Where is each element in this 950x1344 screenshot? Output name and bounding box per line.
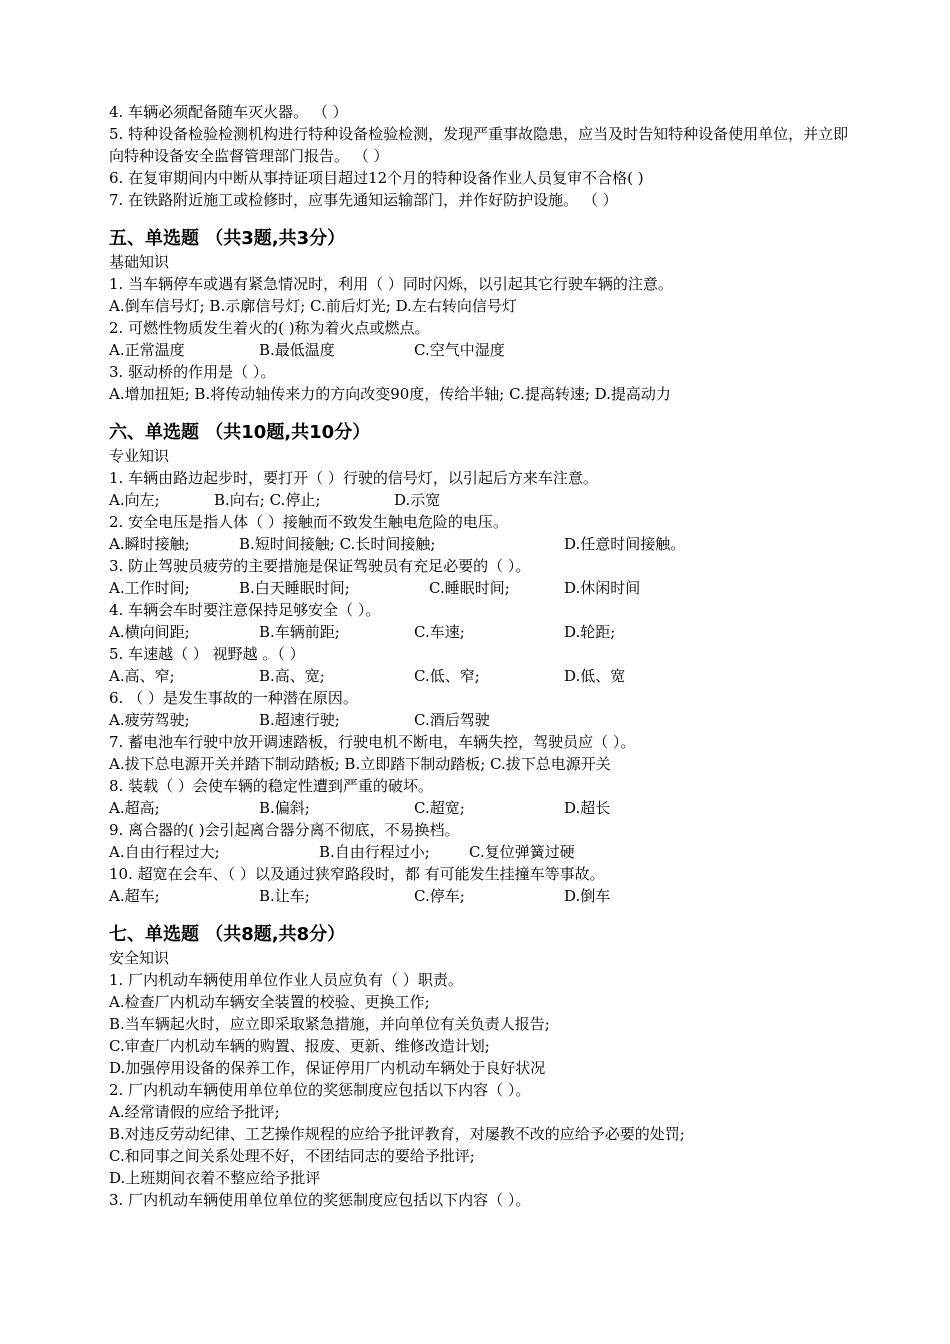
s5-q1-options: A.倒车信号灯; B.示廓信号灯; C.前后灯光; D.左右转向信号灯: [109, 297, 517, 315]
s5-q3: 3. 驱动桥的作用是（ ）。: [109, 363, 276, 381]
s6-q9-options: [109, 841, 849, 863]
option: D.休闲时间: [564, 579, 641, 597]
section-7-subtitle: 安全知识: [109, 949, 170, 967]
s7-q1-option-d: D.加强停用设备的保养工作，保证停用厂内机动车辆处于良好状况: [109, 1059, 546, 1077]
s6-q3: 3. 防止驾驶员疲劳的主要措施是保证驾驶员有充足必要的（ ）。: [109, 557, 531, 575]
option: D.低、宽: [564, 667, 626, 685]
s5-q2: 2. 可燃性物质发生着火的( )称为着火点或燃点。: [109, 319, 430, 337]
s7-q2: 2. 厂内机动车辆使用单位单位的奖惩制度应包括以下内容（ ）。: [109, 1081, 531, 1099]
option: C.空气中湿度: [414, 341, 505, 359]
s6-q10: 10. 超宽在会车、（ ）以及通过狭窄路段时，都 有可能发生挂撞车等事故。: [109, 865, 605, 883]
option: A.向左;: [109, 491, 160, 509]
s7-q1-option-c: C.审查厂内机动车辆的购置、报废、更新、维修改造计划;: [109, 1037, 490, 1055]
option: A.正常温度: [109, 341, 185, 359]
judge-q5: 5. 特种设备检验检测机构进行特种设备检验检测，发现严重事故隐患，应当及时告知特种设备使用单位，并立即向特种设备安全监督管理部门报告。 （ ）: [109, 125, 849, 165]
s6-q5-options: [109, 665, 849, 687]
section-6-subtitle: 专业知识: [109, 447, 170, 465]
option: B.最低温度: [259, 341, 335, 359]
option: D.倒车: [564, 887, 611, 905]
s6-q2-options: [109, 533, 849, 555]
s5-q2-options: [109, 339, 849, 361]
s6-q4: 4. 车辆会车时要注意保持足够安全（ ）。: [109, 601, 381, 619]
option: B.自由行程过小;: [319, 843, 430, 861]
option: C.复位弹簧过硬: [469, 843, 575, 861]
section-6-title: 六、单选题 （共10题,共10分）: [109, 422, 371, 443]
section-5-title: 五、单选题 （共3题,共3分）: [109, 228, 346, 249]
s6-q7-options: A.拔下总电源开关并踏下制动踏板; B.立即踏下制动踏板; C.拔下总电源开关: [109, 755, 611, 773]
option: C.酒后驾驶: [414, 711, 490, 729]
s7-q2-option-c: C.和同事之间关系处理不好，不团结同志的要给予批评;: [109, 1147, 475, 1165]
s6-q2: 2. 安全电压是指人体（ ）接触而不致发生触电危险的电压。: [109, 513, 508, 531]
section-5-subtitle: 基础知识: [109, 253, 170, 271]
s6-q3-options: [109, 577, 849, 599]
option: D.轮距;: [564, 623, 616, 641]
document-page: [109, 101, 849, 1211]
option: B.向右; C.停止;: [214, 491, 321, 509]
s6-q5: 5. 车速越（ ） 视野越 。（ ）: [109, 645, 305, 663]
option: B.高、宽;: [259, 667, 325, 685]
s6-q4-options: [109, 621, 849, 643]
judge-q6: 6. 在复审期间内中断从事持证项目超过12个月的特种设备作业人员复审不合格( ): [109, 169, 644, 187]
s7-q2-option-a: A.经常请假的应给予批评;: [109, 1103, 280, 1121]
option: A.自由行程过大;: [109, 843, 220, 861]
option: B.超速行驶;: [259, 711, 340, 729]
s7-q1-option-a: A.检查厂内机动车辆安全装置的校验、更换工作;: [109, 993, 430, 1011]
option: A.横向间距;: [109, 623, 190, 641]
option: A.超车;: [109, 887, 160, 905]
option: C.超宽;: [414, 799, 465, 817]
s5-q3-options: A.增加扭矩; B.将传动轴传来力的方向改变90度，传给半轴; C.提高转速; D.提高动力: [109, 385, 671, 403]
option: D.任意时间接触。: [564, 535, 686, 553]
option: C.睡眠时间;: [429, 579, 510, 597]
option: B.偏斜;: [259, 799, 310, 817]
s7-q2-option-b: B.对违反劳动纪律、工艺操作规程的应给予批评教育，对屡教不改的应给予必要的处罚;: [109, 1125, 685, 1143]
option: C.低、窄;: [414, 667, 480, 685]
judge-q4: 4. 车辆必须配备随车灭火器。 （ ）: [109, 103, 348, 121]
option: A.工作时间;: [109, 579, 190, 597]
s6-q8: 8. 装载（ ）会使车辆的稳定性遭到严重的破坏。: [109, 777, 433, 795]
s6-q7: 7. 蓄电池车行驶中放开调速踏板，行驶电机不断电，车辆失控，驾驶员应（ ）。: [109, 733, 636, 751]
option: C.车速;: [414, 623, 465, 641]
option: B.短时间接触; C.长时间接触;: [239, 535, 436, 553]
s6-q9: 9. 离合器的( )会引起离合器分离不彻底，不易换档。: [109, 821, 460, 839]
s6-q1-options: [109, 489, 849, 511]
s7-q1: 1. 厂内机动车辆使用单位作业人员应负有（ ）职责。: [109, 971, 463, 989]
s6-q8-options: [109, 797, 849, 819]
option: A.疲劳驾驶;: [109, 711, 190, 729]
s7-q3: 3. 厂内机动车辆使用单位单位的奖惩制度应包括以下内容（ ）。: [109, 1191, 531, 1209]
option: B.车辆前距;: [259, 623, 340, 641]
s7-q2-option-d: D.上班期间衣着不整应给予批评: [109, 1169, 321, 1187]
judge-q7: 7. 在铁路附近施工或检修时，应事先通知运输部门，并作好防护设施。 （ ）: [109, 191, 618, 209]
option: A.高、窄;: [109, 667, 175, 685]
option: D.超长: [564, 799, 611, 817]
s6-q6-options: [109, 709, 849, 731]
s7-q1-option-b: B.当车辆起火时，应立即采取紧急措施，并向单位有关负责人报告;: [109, 1015, 550, 1033]
option: B.让车;: [259, 887, 310, 905]
option: C.停车;: [414, 887, 465, 905]
option: A.瞬时接触;: [109, 535, 190, 553]
s6-q6: 6. （ ）是发生事故的一种潜在原因。: [109, 689, 358, 707]
section-7-title: 七、单选题 （共8题,共8分）: [109, 924, 346, 945]
option: A.超高;: [109, 799, 160, 817]
option: B.白天睡眠时间;: [239, 579, 350, 597]
s5-q1: 1. 当车辆停车或遇有紧急情况时，利用（ ）同时闪烁，以引起其它行驶车辆的注意。: [109, 275, 673, 293]
s6-q1: 1. 车辆由路边起步时，要打开（ ）行驶的信号灯，以引起后方来车注意。: [109, 469, 598, 487]
s6-q10-options: [109, 885, 849, 907]
option: D.示宽: [394, 491, 441, 509]
